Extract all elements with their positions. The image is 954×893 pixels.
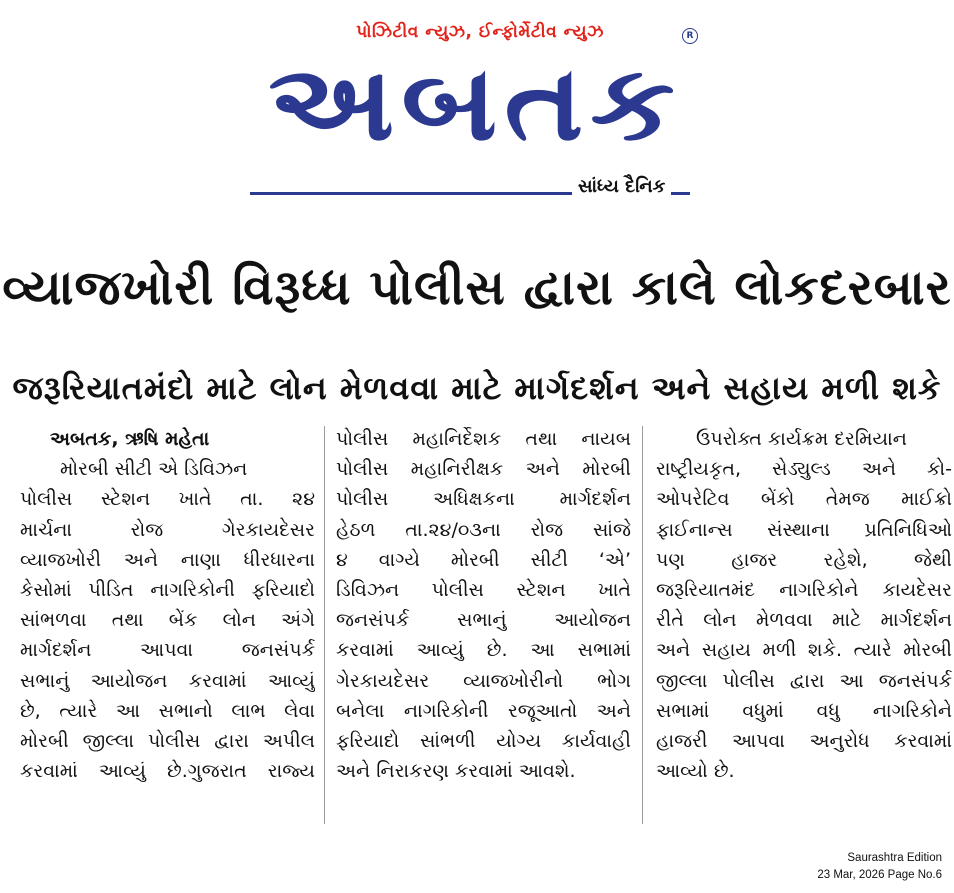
text-line: જનસંપર્ક સભાનું આયોજન: [336, 609, 631, 632]
text-line: છે, ત્યારે આ સભાનો લાભ લેવા: [20, 699, 315, 722]
text-line: અને નિરાકરણ કરવામાં આવશે.: [336, 760, 576, 783]
article-column-1: [20, 424, 315, 786]
text-line: રાષ્ટ્રીયકૃત, સેડ્યુલ્ડ અને કો-: [656, 458, 952, 481]
text-line: વ્યાજખોરી અને નાણા ધીરધારના: [20, 548, 315, 571]
text-line: આવ્યો છે.: [656, 760, 735, 783]
text-line: માર્ચના રોજ ગેરકાયદેસર: [20, 518, 315, 541]
headline: વ્યાજખોરી વિરૂધ્ધ પોલીસ દ્વારા કાલે લોકદરબાર: [2, 260, 952, 316]
text-line: હાજરી આપવા અનુરોધ કરવામાં: [656, 730, 952, 753]
column-divider: [324, 426, 325, 824]
text-line: જરૂરિયાતમંદ નાગરિકોને કાયદેસર: [656, 579, 952, 602]
text-line: સાંભળવા તથા બેંક લોન અંગે: [20, 609, 315, 632]
text-line: મોરબી જીલ્લા પોલીસ દ્વારા અપીલ: [20, 730, 315, 753]
text-line: ઓપરેટિવ બેંકો તેમજ માઈક્રો: [656, 488, 952, 511]
text-line: જીલ્લા પોલીસ દ્વારા આ જનસંપર્ક: [656, 669, 952, 692]
column-divider: [642, 426, 643, 824]
text-line: પોલીસ અધિક્ષકના માર્ગદર્શન: [336, 488, 631, 511]
byline: અબતક, ઋષિ મહેતા: [50, 428, 210, 450]
text-line: માર્ગદર્શન આપવા જનસંપર્ક: [20, 639, 315, 662]
masthead: [250, 10, 710, 210]
text-line: ઉપરોક્ત કાર્યક્રમ દરમિયાન: [696, 428, 907, 450]
text-line: ગેરકાયદેસર વ્યાજખોરીનો ભોગ: [336, 669, 631, 692]
text-line: મોરબી સીટી એ ડિવિઝન: [60, 458, 248, 481]
date-page: 23 Mar, 2026 Page No.6: [817, 869, 942, 881]
text-line: ડિવિઝન પોલીસ સ્ટેશન ખાતે: [336, 579, 631, 602]
edition-name: Saurashtra Edition: [847, 852, 942, 864]
text-line: ૪ વાગ્યે મોરબી સીટી ‘એ’: [336, 548, 631, 571]
text-line: કેસોમાં પીડિત નાગરિકોની ફરિયાદો: [20, 579, 315, 602]
newspaper-logo: અબતક: [268, 42, 682, 164]
registered-mark-icon: R: [682, 28, 698, 44]
text-line: કરવામાં આવ્યું છે.ગુજરાત રાજ્ય: [20, 760, 315, 783]
text-line: પોલીસ સ્ટેશન ખાતે તા. ૨૪: [20, 488, 315, 511]
text-line: ફાઈનાન્સ સંસ્થાના પ્રતિનિધિઓ: [656, 518, 952, 541]
text-line: અને સહાય મળી શકે. ત્યારે મોરબી: [656, 639, 952, 662]
subheadline: જરૂરિયાતમંદો માટે લોન મેળવવા માટે માર્ગદર્શન અને સહાય મળી શકે: [12, 369, 942, 407]
tagline: પોઝિટીવ ન્યુઝ, ઈન્ફોર્મેટીવ ન્યુઝ: [356, 22, 604, 42]
text-line: હેઠળ તા.૨૪/૦૩ના રોજ સાંજે: [336, 518, 631, 541]
article-column-2: [336, 424, 631, 786]
text-line: સભાનું આયોજન કરવામાં આવ્યું: [20, 669, 315, 692]
text-line: રીતે લોન મેળવવા માટે માર્ગદર્શન: [656, 609, 952, 632]
article-column-3: [656, 424, 952, 786]
text-line: કરવામાં આવ્યું છે. આ સભામાં: [336, 639, 631, 662]
text-line: ફરિયાદો સાંભળી યોગ્ય કાર્યવાહી: [336, 730, 631, 753]
text-line: પોલીસ મહાનિર્દેશક તથા નાયબ: [336, 428, 631, 450]
edition-info: [817, 850, 942, 884]
text-line: પણ હાજર રહેશે, જેથી: [656, 548, 952, 571]
text-line: બનેલા નાગરિકોની રજૂઆતો અને: [336, 699, 631, 722]
text-line: પોલીસ મહાનિરીક્ષક અને મોરબી: [336, 458, 631, 481]
evening-daily-label: સાંધ્ય દૈનિક: [572, 176, 671, 198]
text-line: સભામાં વધુમાં વધુ નાગરિકોને: [656, 699, 952, 722]
